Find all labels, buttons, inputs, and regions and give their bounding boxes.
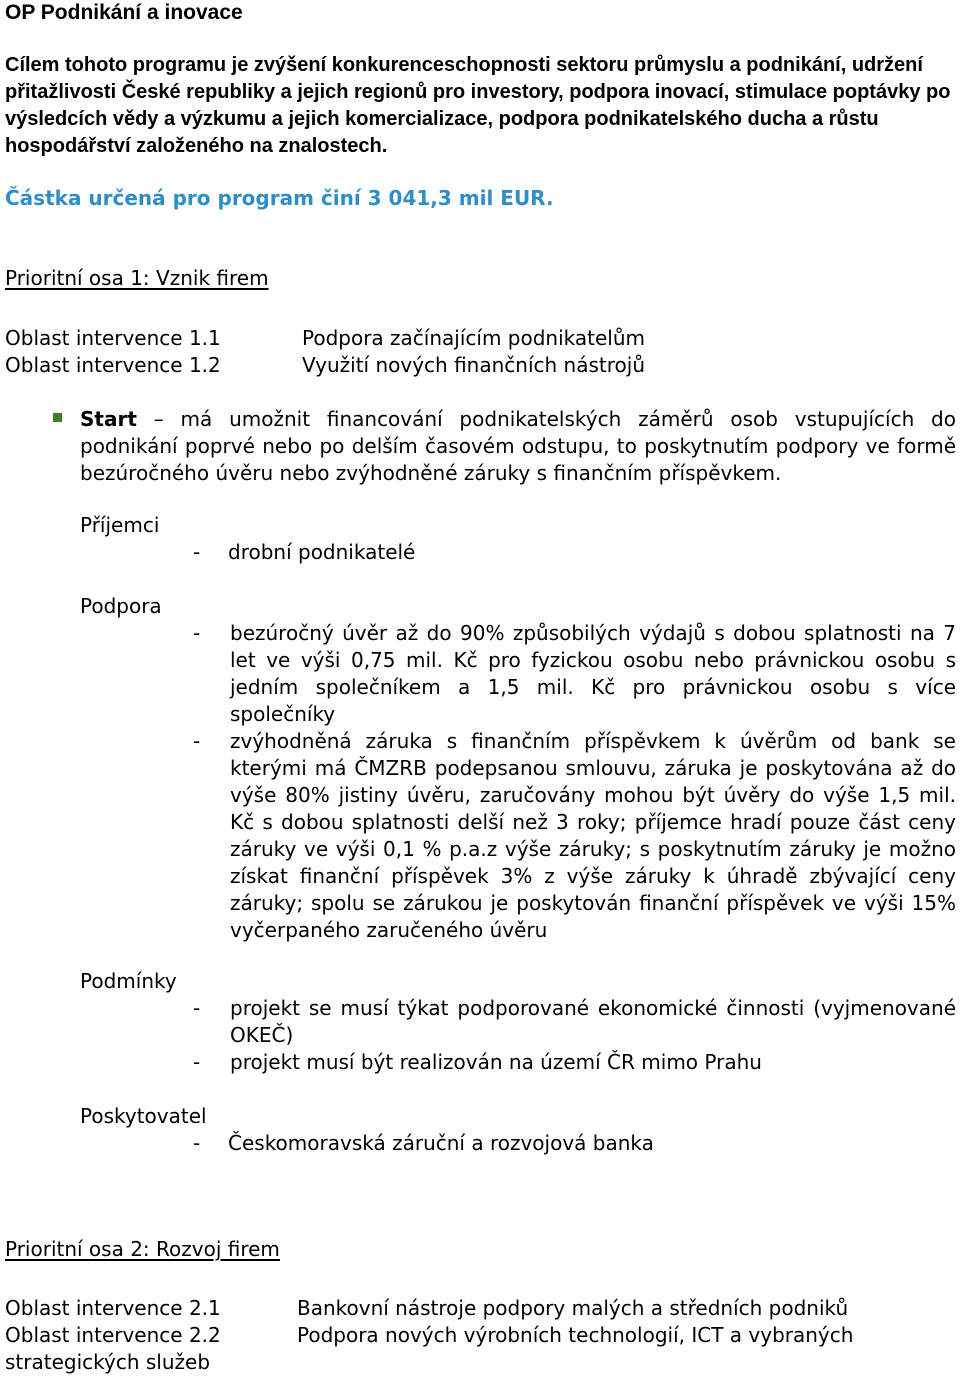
axis2-area1-label: Oblast intervence 2.1 <box>5 1296 221 1320</box>
intro-paragraph: Cílem tohoto programu je zvýšení konkurenceschopnosti sektoru průmyslu a podnikání, udržení přitažlivosti České republiky a jejich regionů pro investory, podpora inovací, stimulace poptávky po výsledcích vědy a výzkumu a jejich komercializace, podpora podnikatelského ducha a růstu hospodářství založeného na znalostech. <box>5 54 951 157</box>
dash-marker: - <box>193 540 201 564</box>
start-keyword: Start <box>80 407 137 431</box>
dash-marker: - <box>193 996 201 1020</box>
axis1-area2-label: Oblast intervence 1.2 <box>5 353 221 377</box>
condition-item: projekt musí být realizován na území ČR mimo Prahu <box>230 1050 762 1074</box>
start-text: – má umožnit financování podnikatelských záměrů osob vstupujících do podnikání poprvé nebo po delším časovém odstupu, to poskytnutím podpory ve formě bezúročného úvěru nebo zvýhodněné záruky s finančním příspěvkem. <box>80 407 956 485</box>
axis1-area1-desc: Podpora začínajícím podnikatelům <box>302 326 645 350</box>
axis2-area2-label: Oblast intervence 2.2 <box>5 1323 221 1347</box>
recipient-item: drobní podnikatelé <box>228 540 416 564</box>
program-amount: Částka určená pro program činí 3 041,3 mil EUR. <box>5 186 554 210</box>
bullet-square-icon <box>53 413 62 422</box>
dash-marker: - <box>193 729 201 753</box>
support-item-loan: bezúročný úvěr až do 90% způsobilých výdajů s dobou splatnosti na 7 let ve výši 0,75 mil. Kč pro fyzickou osobu nebo právnickou osobu s jedním společníkem a 1,5 mil. Kč pro právnickou osobu s více společníky <box>230 621 956 726</box>
axis2-area2-desc: Podpora nových výrobních technologií, ICT a vybraných <box>297 1323 854 1347</box>
recipients-label: Příjemci <box>80 513 160 537</box>
axis2-area2-continuation: strategických služeb <box>5 1350 211 1374</box>
conditions-label: Podmínky <box>80 969 177 993</box>
support-label: Podpora <box>80 594 162 618</box>
condition-item: projekt se musí týkat podporované ekonomické činnosti (vyjmenované OKEČ) <box>230 996 956 1047</box>
provider-label: Poskytovatel <box>80 1104 207 1128</box>
dash-marker: - <box>193 621 201 645</box>
start-description <box>80 406 956 487</box>
support-item-guarantee: zvýhodněná záruka s finančním příspěvkem k úvěrům od bank se kterými má ČMZRB podepsanou smlouvu, záruka je poskytována až do výše 80% jistiny úvěru, zaručovány mohou být úvěry do výše 1,5 mil. Kč s dobou splatnosti delší než 3 roky; příjemce hradí pouze část ceny záruky ve výši 0,1 % p.a.z výše záruky; s poskytnutím záruky je možno získat finanční příspěvek 3% z výše záruky k úhradě zbývající ceny záruky; spolu se zárukou je poskytován finanční příspěvek ve výši 15% vyčerpaného zaručeného úvěru <box>230 729 956 942</box>
axis1-area1-label: Oblast intervence 1.1 <box>5 326 221 350</box>
dash-marker: - <box>193 1050 201 1074</box>
axis1-area2-desc: Využití nových finančních nástrojů <box>302 353 645 377</box>
axis1-heading: Prioritní osa 1: Vznik firem <box>5 266 269 290</box>
page-title: OP Podnikání a inovace <box>5 1 243 24</box>
axis2-heading: Prioritní osa 2: Rozvoj firem <box>5 1237 280 1261</box>
provider-item: Českomoravská záruční a rozvojová banka <box>228 1131 654 1155</box>
dash-marker: - <box>193 1131 201 1155</box>
axis2-area1-desc: Bankovní nástroje podpory malých a středních podniků <box>297 1296 849 1320</box>
